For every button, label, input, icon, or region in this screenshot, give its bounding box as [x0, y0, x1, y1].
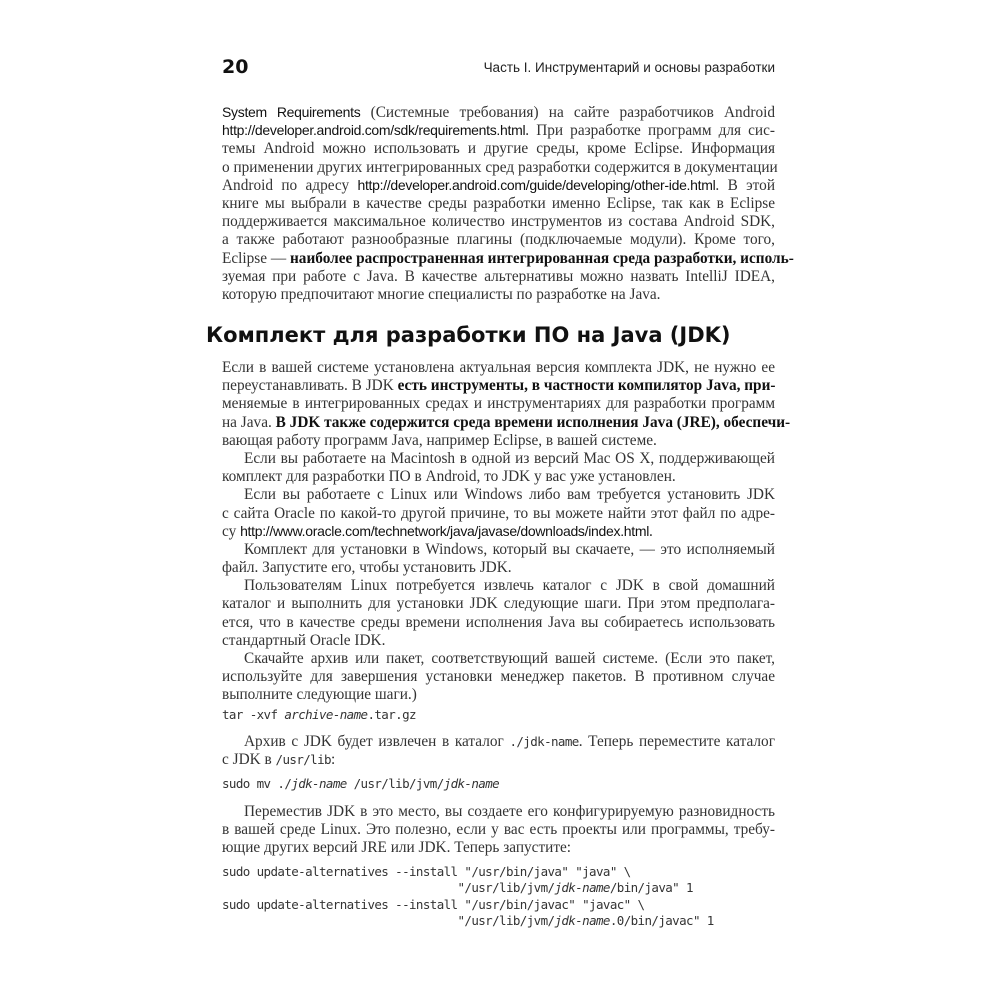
paragraph-block	[222, 803, 775, 858]
body-text: Eclipse —	[222, 249, 290, 267]
code-text: .0/bin/javac" 1	[609, 912, 714, 928]
text-line	[222, 395, 775, 413]
running-title: Часть I. Инструментарий и основы разработки	[483, 60, 775, 75]
body-text: зуемая при работе с Java. В качестве альтернативы можно назвать IntelliJ IDEA,	[222, 267, 775, 285]
body-text: Android по адресу	[222, 176, 358, 194]
body-text: используйте для завершения установки менеджер пакетов. В противном случае	[222, 668, 775, 686]
paragraph-block	[222, 104, 794, 304]
code-text: /usr/lib/jvm/	[346, 776, 444, 791]
body-text: книге мы выбрали в качестве среды разработки именно Eclipse, так как в Eclipse	[222, 194, 775, 212]
text-line	[222, 614, 775, 632]
body-text: а также работают разнообразные плагины (подключаемые модули). Кроме того,	[222, 231, 775, 249]
text-line	[222, 268, 775, 286]
code-line	[222, 707, 775, 723]
body-text: су	[222, 522, 241, 540]
body-text: Архив с JDK будет извлечен в каталог	[244, 733, 510, 750]
code-text: .tar.gz	[367, 707, 416, 722]
body-text: о применении других интегрированных сред разработки содержится в документации	[222, 158, 778, 176]
text-line	[222, 559, 775, 577]
text-line	[222, 231, 775, 249]
body-text: . При разработке программ для сис-	[525, 122, 775, 140]
body-text: с JDK в	[222, 751, 276, 769]
section-heading: Комплект для разработки ПО на Java (JDK)	[206, 323, 731, 347]
body-text: Пользователям Linux потребуется извлечь каталог с JDK в свой домашний	[244, 577, 775, 595]
code-text: "/usr/lib/jvm/	[222, 912, 555, 928]
text-line	[222, 486, 775, 504]
bold-text: наиболее распространенная интегрированная среда разработки, исполь-	[289, 249, 794, 267]
text-line	[222, 158, 778, 177]
bold-text: В JDK также содержится среда времени исполнения Java (JRE), обеспечи-	[275, 413, 791, 431]
text-line	[222, 650, 775, 668]
text-line	[222, 286, 775, 304]
body-text: Если вы работаете на Macintosh в одной из версий Mac OS X, поддерживающей	[244, 449, 775, 467]
text-line	[222, 803, 775, 821]
text-line	[222, 122, 775, 140]
text-line	[222, 468, 775, 486]
body-text: Переместив JDK в это место, вы создаете его конфигурируемую разновидность	[244, 803, 775, 820]
text-line	[222, 359, 775, 377]
text-line	[222, 523, 775, 541]
code-text: /usr/lib	[275, 752, 331, 768]
text-line	[222, 377, 775, 395]
text-line	[222, 104, 775, 122]
body-text: (Системные требования) на сайте разработчиков Android	[360, 104, 775, 121]
text-line	[222, 177, 775, 195]
code-text: archive-name	[284, 707, 368, 722]
url-link[interactable]: System Requirements	[222, 104, 361, 120]
url-link[interactable]: http://developer.android.com/sdk/requirements.html	[222, 122, 526, 139]
body-text: стандартный Oracle IDK.	[222, 631, 386, 649]
text-line	[222, 541, 775, 559]
body-text: поддерживается максимальное количество инструментов из состава Android SDK,	[222, 213, 775, 231]
body-text: переустанавливать. В JDK	[222, 377, 398, 395]
code-text: "/usr/lib/jvm/	[222, 880, 555, 896]
text-line	[222, 595, 775, 613]
body-text: . Теперь переместите каталог	[578, 733, 775, 750]
text-line	[222, 839, 775, 857]
text-line	[222, 213, 775, 231]
page-number: 20	[222, 56, 249, 78]
code-line	[222, 913, 775, 929]
body-text: комплект для разработки ПО в Android, то JDK у вас уже установлен.	[222, 468, 676, 486]
body-text: ется, что в качестве среды времени исполнения Java вы собираетесь использовать	[222, 613, 775, 631]
code-text: sudo update-alternatives --install "/usr/bin/javac" "javac" \	[222, 896, 645, 912]
code-text: tar -xvf	[222, 707, 285, 722]
text-line	[222, 821, 775, 839]
code-text: /bin/java" 1	[609, 880, 693, 896]
code-text: ./jdk-name	[509, 734, 579, 749]
body-text: меняемые в интегрированных средах и инструментариях для разработки программ	[222, 395, 775, 413]
body-text: Скачайте архив или пакет, соответствующий вашей системе. (Если это пакет,	[244, 650, 775, 667]
url-link[interactable]: http://www.oracle.com/technetwork/java/javase/downloads/index.html	[240, 522, 650, 539]
body-text: ющие других версий JRE или JDK. Теперь запустите:	[222, 839, 572, 857]
code-text: sudo mv ./	[222, 776, 292, 791]
text-line	[222, 686, 775, 704]
text-line	[222, 505, 775, 523]
code-block	[222, 707, 775, 723]
text-line	[222, 577, 775, 595]
body-text: Если в вашей системе установлена актуальная версия комплекта JDK, не нужно ее	[222, 359, 775, 376]
body-text: с сайта Oracle по какой-то другой причине, то вы можете найти этот файл по адре-	[222, 504, 775, 522]
code-line	[222, 897, 775, 913]
body-text: на Java.	[222, 413, 276, 431]
paragraph-block	[222, 359, 791, 705]
url-link[interactable]: http://developer.android.com/guide/developing/other-ide.html	[357, 176, 716, 193]
text-line	[222, 632, 775, 650]
paragraph-block	[222, 733, 775, 769]
body-text: :	[330, 751, 336, 769]
body-text: выполните следующие шаги.)	[222, 686, 417, 704]
code-line	[222, 864, 775, 880]
code-line	[222, 880, 775, 896]
code-block	[222, 864, 775, 929]
text-line	[222, 450, 775, 468]
body-text: в вашей среде Linux. Это полезно, если у вас есть проекты или программы, требу-	[222, 821, 775, 839]
body-text: файл. Запустите его, чтобы установить JDK.	[222, 559, 512, 577]
body-text: Комплект для установки в Windows, который вы скачаете, — это исполняемый	[244, 540, 775, 558]
code-text: jdk-name	[554, 880, 610, 896]
text-line	[222, 432, 775, 450]
body-text: Если вы работаете с Linux или Windows либо вам требуется установить JDK	[244, 486, 775, 504]
text-line	[222, 413, 791, 432]
text-line	[222, 751, 775, 769]
body-text: вающая работу программ Java, например Eclipse, в вашей системе.	[222, 431, 657, 449]
bold-text: есть инструменты, в частности компилятор Java, при-	[397, 377, 776, 395]
code-line	[222, 776, 775, 792]
code-text: sudo update-alternatives --install "/usr/bin/java" "java" \	[222, 864, 631, 879]
code-block	[222, 776, 775, 792]
body-text: темы Android можно использовать и другие среды, кроме Eclipse. Информация	[222, 140, 775, 158]
body-text: каталог и выполнить для установки JDK следующие шаги. При этом предполага-	[222, 595, 775, 613]
text-line	[222, 140, 775, 158]
body-text: которую предпочитают многие специалисты по разработке на Java.	[222, 285, 661, 303]
body-text: . В этой	[715, 176, 776, 194]
text-line	[222, 195, 775, 213]
code-text: jdk-name	[291, 776, 347, 791]
code-text: jdk-name	[443, 776, 500, 791]
code-text: jdk-name	[554, 912, 610, 928]
text-line	[222, 733, 775, 751]
text-line	[222, 249, 794, 268]
text-line	[222, 668, 775, 686]
body-text: .	[649, 522, 653, 540]
